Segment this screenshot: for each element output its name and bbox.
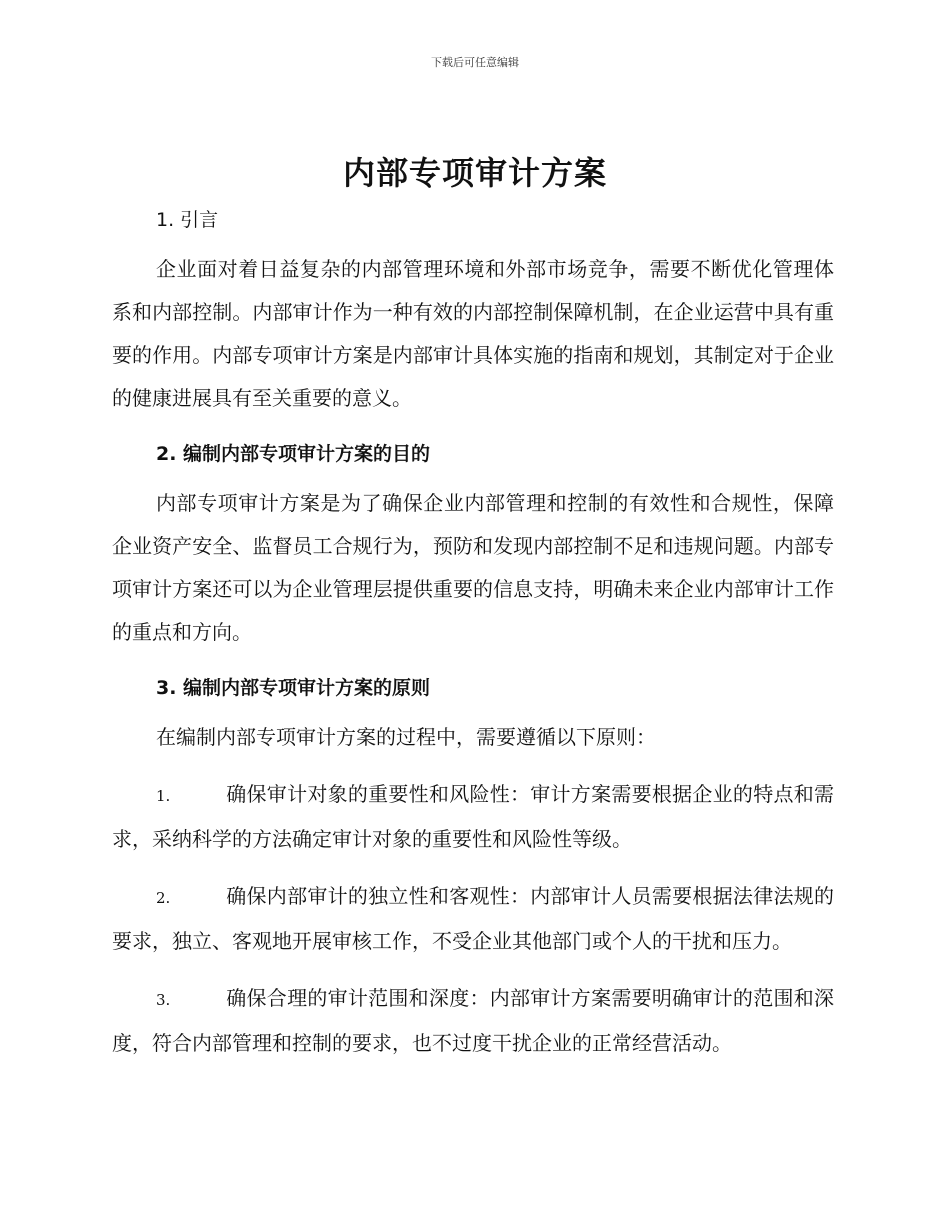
list-item (112, 773, 834, 861)
paragraph: 在编制内部专项审计方案的过程中，需要遵循以下原则： (156, 725, 656, 749)
document-title: 内部专项审计方案 (342, 154, 607, 192)
list-item-text: 确保内部审计的独立性和客观性：内部审计人员需要根据法律法规的要求，独立、客观地开展审核工作，不受企业其他部门或个人的干扰和压力。 (112, 884, 834, 953)
list-item-number: 1. (156, 787, 171, 805)
list-item (112, 977, 834, 1065)
section-heading-introduction: 1. 引言 (156, 209, 219, 231)
paragraph: 内部专项审计方案是为了确保企业内部管理和控制的有效性和合规性，保障企业资产安全、监督员工合规行为，预防和发现内部控制不足和违规问题。内部专项审计方案还可以为企业管理层提供重要的信息支持，明确未来企业内部审计工作的重点和方向。 (112, 491, 834, 644)
list-item-number: 2. (156, 889, 171, 907)
list-item (112, 875, 834, 963)
list-item-text: 确保合理的审计范围和深度：内部审计方案需要明确审计的范围和深度，符合内部管理和控制的要求，也不过度干扰企业的正常经营活动。 (112, 986, 834, 1055)
header-note: 下载后可任意编辑 (431, 56, 519, 69)
list-item-text: 确保审计对象的重要性和风险性：审计方案需要根据企业的特点和需求，采纳科学的方法确定审计对象的重要性和风险性等级。 (112, 782, 834, 851)
document-body (112, 200, 834, 1065)
section-heading-purpose: 2. 编制内部专项审计方案的目的 (156, 443, 431, 465)
paragraph: 企业面对着日益复杂的内部管理环境和外部市场竞争，需要不断优化管理体系和内部控制。内部审计作为一种有效的内部控制保障机制，在企业运营中具有重要的作用。内部专项审计方案是内部审计具体实施的指南和规划，其制定对于企业的健康进展具有至关重要的意义。 (112, 257, 834, 410)
list-item-number: 3. (156, 991, 171, 1009)
section-heading-principles: 3. 编制内部专项审计方案的原则 (156, 677, 431, 699)
